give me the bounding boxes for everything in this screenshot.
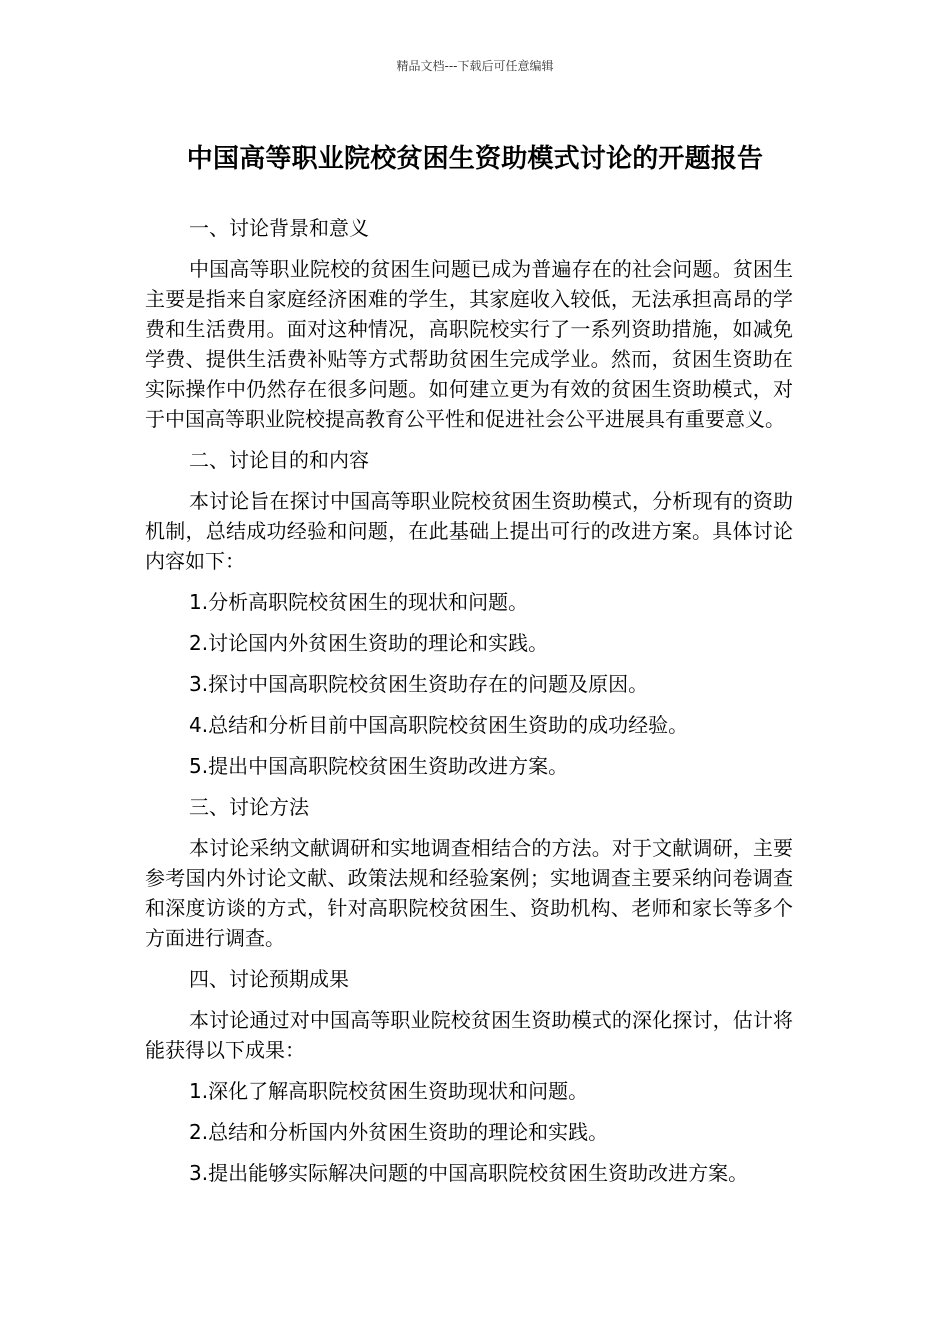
section-paragraph: 中国高等职业院校的贫困生问题已成为普遍存在的社会问题。贫困生主要是指来自家庭经济困难的学生，其家庭收入较低，无法承担高昂的学费和生活费用。面对这种情况，高职院校实行了一系列资助措施，如减免学费、提供生活费补贴等方式帮助贫困生完成学业。然而，贫困生资助在实际操作中仍然存在很多问题。如何建立更为有效的贫困生资助模式，对于中国高等职业院校提高教育公平性和促进社会公平进展具有重要意义。 <box>145 257 793 431</box>
section-heading: 一、讨论背景和意义 <box>189 216 369 240</box>
document-body <box>145 213 793 1199</box>
section-paragraph: 本讨论通过对中国高等职业院校贫困生资助模式的深化探讨，估计将能获得以下成果： <box>145 1008 793 1062</box>
section-paragraph: 本讨论旨在探讨中国高等职业院校贫困生资助模式，分析现有的资助机制，总结成功经验和问题，在此基础上提出可行的改进方案。具体讨论内容如下： <box>145 489 793 573</box>
list-item: 3.探讨中国高职院校贫困生资助存在的问题及原因。 <box>189 672 649 696</box>
section-heading: 三、讨论方法 <box>189 795 309 819</box>
page-header: 精品文档---下载后可任意编辑 <box>396 59 554 73</box>
list-item: 3.提出能够实际解决问题的中国高职院校贫困生资助改进方案。 <box>189 1161 749 1185</box>
section-outcomes <box>145 964 793 1188</box>
section-methods <box>145 792 793 953</box>
list-item: 2.总结和分析国内外贫困生资助的理论和实践。 <box>189 1120 609 1144</box>
list-item: 1.深化了解高职院校贫困生资助现状和问题。 <box>189 1079 589 1103</box>
section-heading: 二、讨论目的和内容 <box>189 448 369 472</box>
document-title: 中国高等职业院校贫困生资助模式讨论的开题报告 <box>186 144 764 174</box>
list-item: 1.分析高职院校贫困生的现状和问题。 <box>189 590 529 614</box>
list-item: 2.讨论国内外贫困生资助的理论和实践。 <box>189 631 549 655</box>
list-item: 5.提出中国高职院校贫困生资助改进方案。 <box>189 754 569 778</box>
section-heading: 四、讨论预期成果 <box>189 967 349 991</box>
section-purpose <box>145 445 793 781</box>
section-paragraph: 本讨论采纳文献调研和实地调查相结合的方法。对于文献调研，主要参考国内外讨论文献、政策法规和经验案例；实地调查主要采纳问卷调查和深度访谈的方式，针对高职院校贫困生、资助机构、老师和家长等多个方面进行调查。 <box>145 836 793 950</box>
list-item: 4.总结和分析目前中国高职院校贫困生资助的成功经验。 <box>189 713 689 737</box>
section-background <box>145 213 793 434</box>
